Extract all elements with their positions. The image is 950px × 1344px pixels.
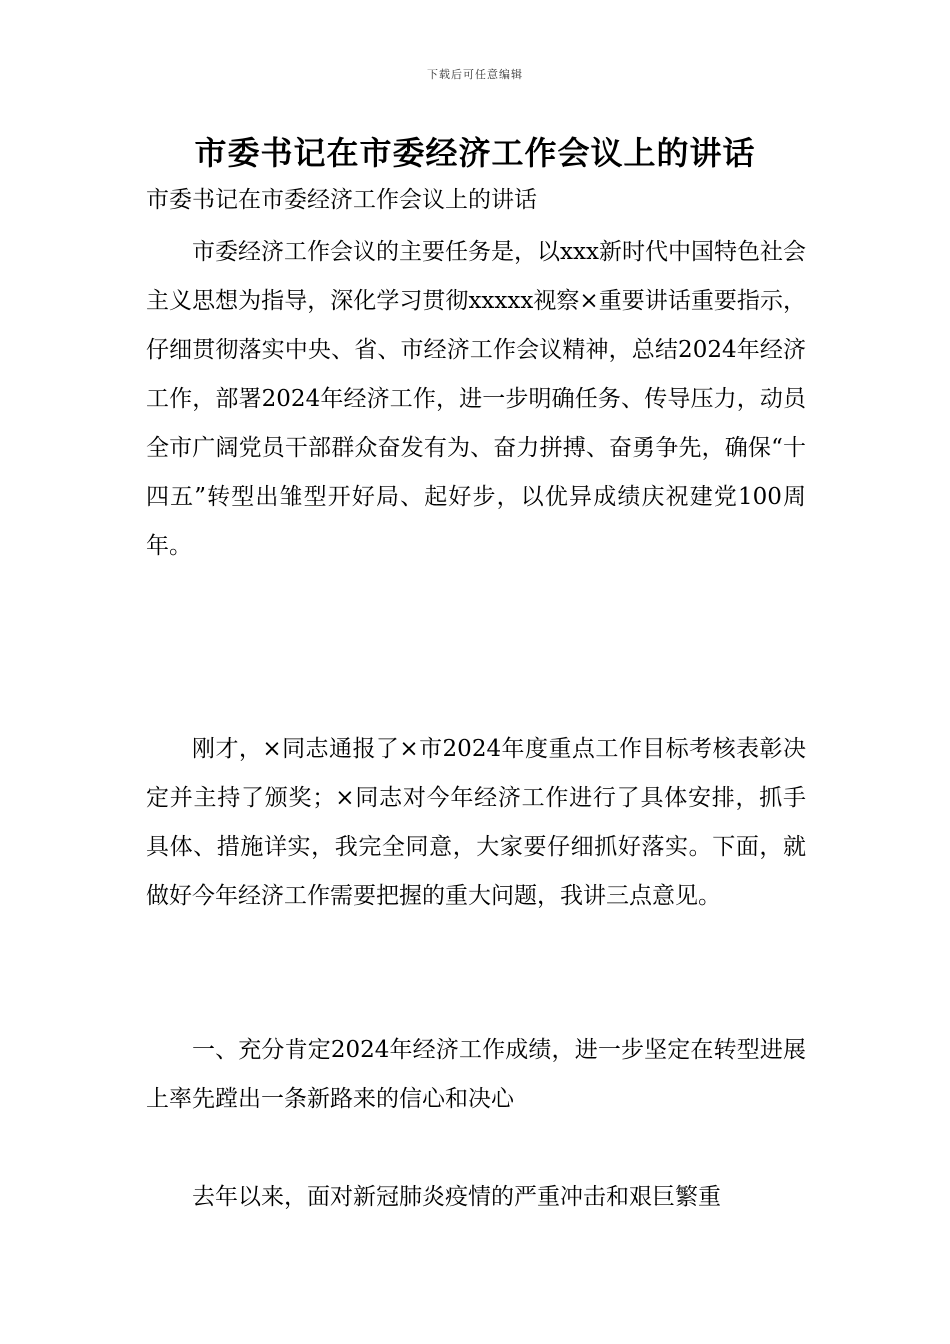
paragraph-intro: 市委经济工作会议的主要任务是，以xxx新时代中国特色社会主义思想为指导，深化学习贯彻xxxxx视察×重要讲话重要指示，仔细贯彻落实中央、省、市经济工作会议精神，总结2024年经济工作，部署2024年经济工作，进一步明确任务、传导压力，动员全市广阔党员干部群众奋发有为、奋力拼搏、奋勇争先，确保“十四五”转型出雏型开好局、起好步，以优异成绩庆祝建党100周年。 (146, 239, 806, 559)
document-title: 市委书记在市委经济工作会议上的讲话 (194, 134, 756, 172)
header-note: 下载后可任意编辑 (427, 68, 523, 81)
paragraph-remarks: 刚才，×同志通报了×市2024年度重点工作目标考核表彰决定并主持了颁奖；×同志对今年经济工作进行了具体安排，抓手具体、措施详实，我完全同意，大家要仔细抓好落实。下面，就做好今年经济工作需要把握的重大问题，我讲三点意见。 (146, 736, 806, 909)
paragraph-section-one-start: 去年以来，面对新冠肺炎疫情的严重冲击和艰巨繁重 (192, 1184, 721, 1210)
document-subtitle: 市委书记在市委经济工作会议上的讲话 (146, 187, 537, 213)
section-heading-one: 一、充分肯定2024年经济工作成绩，进一步坚定在转型进展上率先蹚出一条新路来的信心和决心 (146, 1037, 806, 1112)
